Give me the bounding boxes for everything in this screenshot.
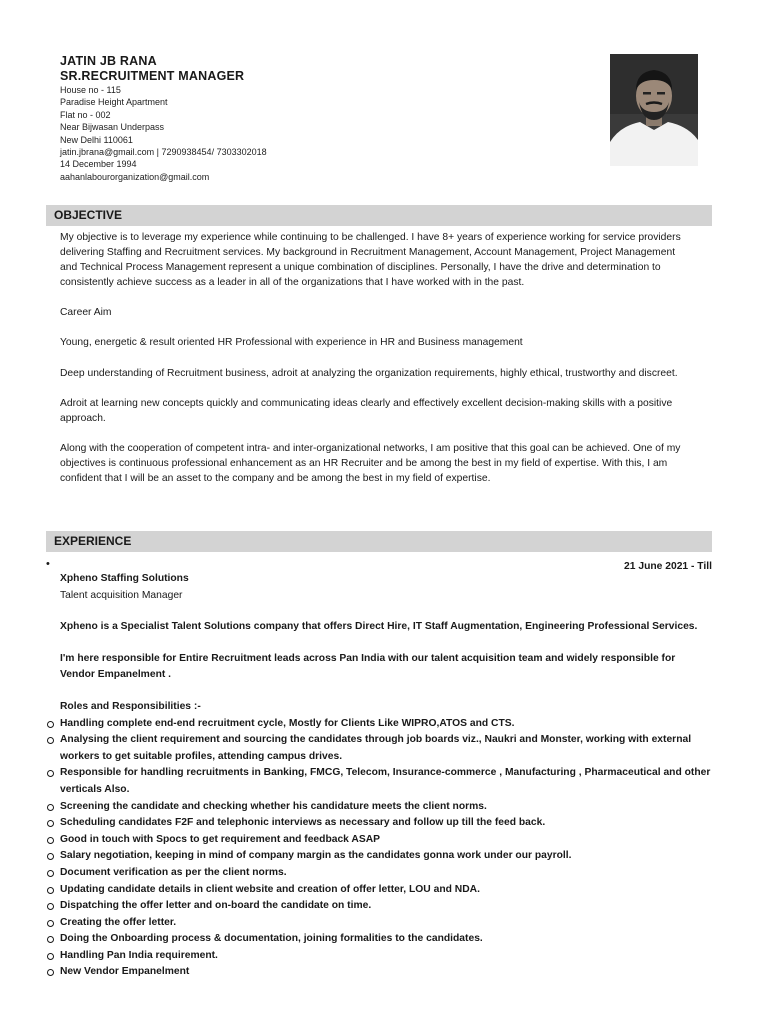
list-item: Scheduling candidates F2F and telephonic interviews as necessary and follow up till the feed back. [60, 815, 712, 832]
secondary-email: aahanlabourorganization@gmail.com [60, 171, 210, 182]
circle-bullet-icon [47, 837, 54, 844]
circle-bullet-icon [47, 969, 54, 976]
objective-heading: OBJECTIVE [46, 205, 712, 226]
circle-bullet-icon [47, 721, 54, 728]
career-aim-heading: Career Aim [60, 307, 112, 319]
company-description: Xpheno is a Specialist Talent Solutions company that offers Direct Hire, IT Staff Augmentation, Engineering Professional Services. [60, 621, 698, 633]
address-line: New Delhi 110061 [60, 134, 133, 145]
address-line: Near Bijwasan Underpass [60, 122, 165, 133]
address-line: Paradise Height Apartment [60, 97, 168, 108]
experience-heading: EXPERIENCE [46, 531, 712, 552]
circle-bullet-icon [47, 870, 54, 877]
circle-bullet-icon [47, 820, 54, 827]
objective-paragraph: My objective is to leverage my experience while continuing to be challenged. I have 8+ years of experience working for service providers delivering Staffing and Recruitment services. My background in Recruitment Management, Account Management, Project Management and Technical Process Management represent a unique combination of disciplines. Personally, I have the drive and determination to consistently achieve success as a leader in all of the organizations that I have worked with in the past. [60, 232, 681, 289]
objective-paragraph: Adroit at learning new concepts quickly and communicating ideas clearly and effectively excellent decision-making skills with a positive approach. [60, 397, 673, 424]
circle-bullet-icon [47, 953, 54, 960]
objective-paragraph: Along with the cooperation of competent intra- and inter-organizational networks, I am positive that this goal can be achieved. One of my objectives is continuous professional enhancement as an HR Recruiter and be among the best in my field of expertise. With this, I am confident that I will be an asset to the company and be among the best in my field of expertise. [60, 442, 681, 485]
responsibility-summary: I'm here responsible for Entire Recruitment leads across Pan India with our talent acquisition team and widely responsible for Vendor Empanelment . [60, 652, 676, 681]
list-item: Dispatching the offer letter and on-board the candidate on time. [60, 898, 712, 915]
email-phone-line: jatin.jbrana@gmail.com | 7290938454/ 7303302018 [60, 147, 267, 158]
objective-section [60, 230, 690, 501]
objective-paragraph: Deep understanding of Recruitment business, adroit at analyzing the organization requirements, highly ethical, trustworthy and discreet. [60, 367, 678, 379]
job-role: Talent acquisition Manager [60, 589, 183, 601]
list-item: Handling complete end-end recruitment cycle, Mostly for Clients Like WIPRO,ATOS and CTS. [60, 716, 712, 733]
objective-paragraph: Young, energetic & result oriented HR Professional with experience in HR and Business management [60, 337, 523, 349]
profile-photo [610, 54, 698, 166]
circle-bullet-icon [47, 936, 54, 943]
address-line: Flat no - 002 [60, 109, 111, 120]
circle-bullet-icon [47, 920, 54, 927]
experience-entry [60, 571, 712, 981]
circle-bullet-icon [47, 903, 54, 910]
date-of-birth: 14 December 1994 [60, 159, 137, 170]
list-item: Doing the Onboarding process & documentation, joining formalities to the candidates. [60, 931, 712, 948]
list-item: Analysing the client requirement and sourcing the candidates through job boards viz., Naukri and Monster, working with external workers to get suitable profiles, attending campus drives. [60, 732, 712, 765]
list-item: New Vendor Empanelment [60, 964, 712, 981]
list-item: Updating candidate details in client website and creation of offer letter, LOU and NDA. [60, 882, 712, 899]
job-dates: 21 June 2021 - Till [624, 561, 712, 572]
list-item: Salary negotiation, keeping in mind of company margin as the candidates gonna work under our payroll. [60, 848, 712, 865]
list-item: Creating the offer letter. [60, 915, 712, 932]
list-item: Screening the candidate and checking whether his candidature meets the client norms. [60, 799, 712, 816]
responsibilities-list [60, 716, 712, 982]
list-item: Responsible for handling recruitments in Banking, FMCG, Telecom, Insurance-commerce , Manufacturing , Pharmaceutical and other verticals Also. [60, 765, 712, 798]
circle-bullet-icon [47, 804, 54, 811]
list-item: Good in touch with Spocs to get requirement and feedback ASAP [60, 832, 712, 849]
profile-photo-image [610, 54, 698, 166]
circle-bullet-icon [47, 853, 54, 860]
entry-bullet: • [46, 558, 50, 570]
list-item: Handling Pan India requirement. [60, 948, 712, 965]
company-name: Xpheno Staffing Solutions [60, 573, 189, 584]
resume-header [60, 54, 580, 183]
list-item: Document verification as per the client norms. [60, 865, 712, 882]
candidate-title: SR.RECRUITMENT MANAGER [60, 69, 245, 83]
candidate-name: JATIN JB RANA [60, 54, 157, 68]
circle-bullet-icon [47, 887, 54, 894]
circle-bullet-icon [47, 770, 54, 777]
address-line: House no - 115 [60, 85, 121, 95]
roles-heading: Roles and Responsibilities :- [60, 700, 201, 712]
circle-bullet-icon [47, 737, 54, 744]
